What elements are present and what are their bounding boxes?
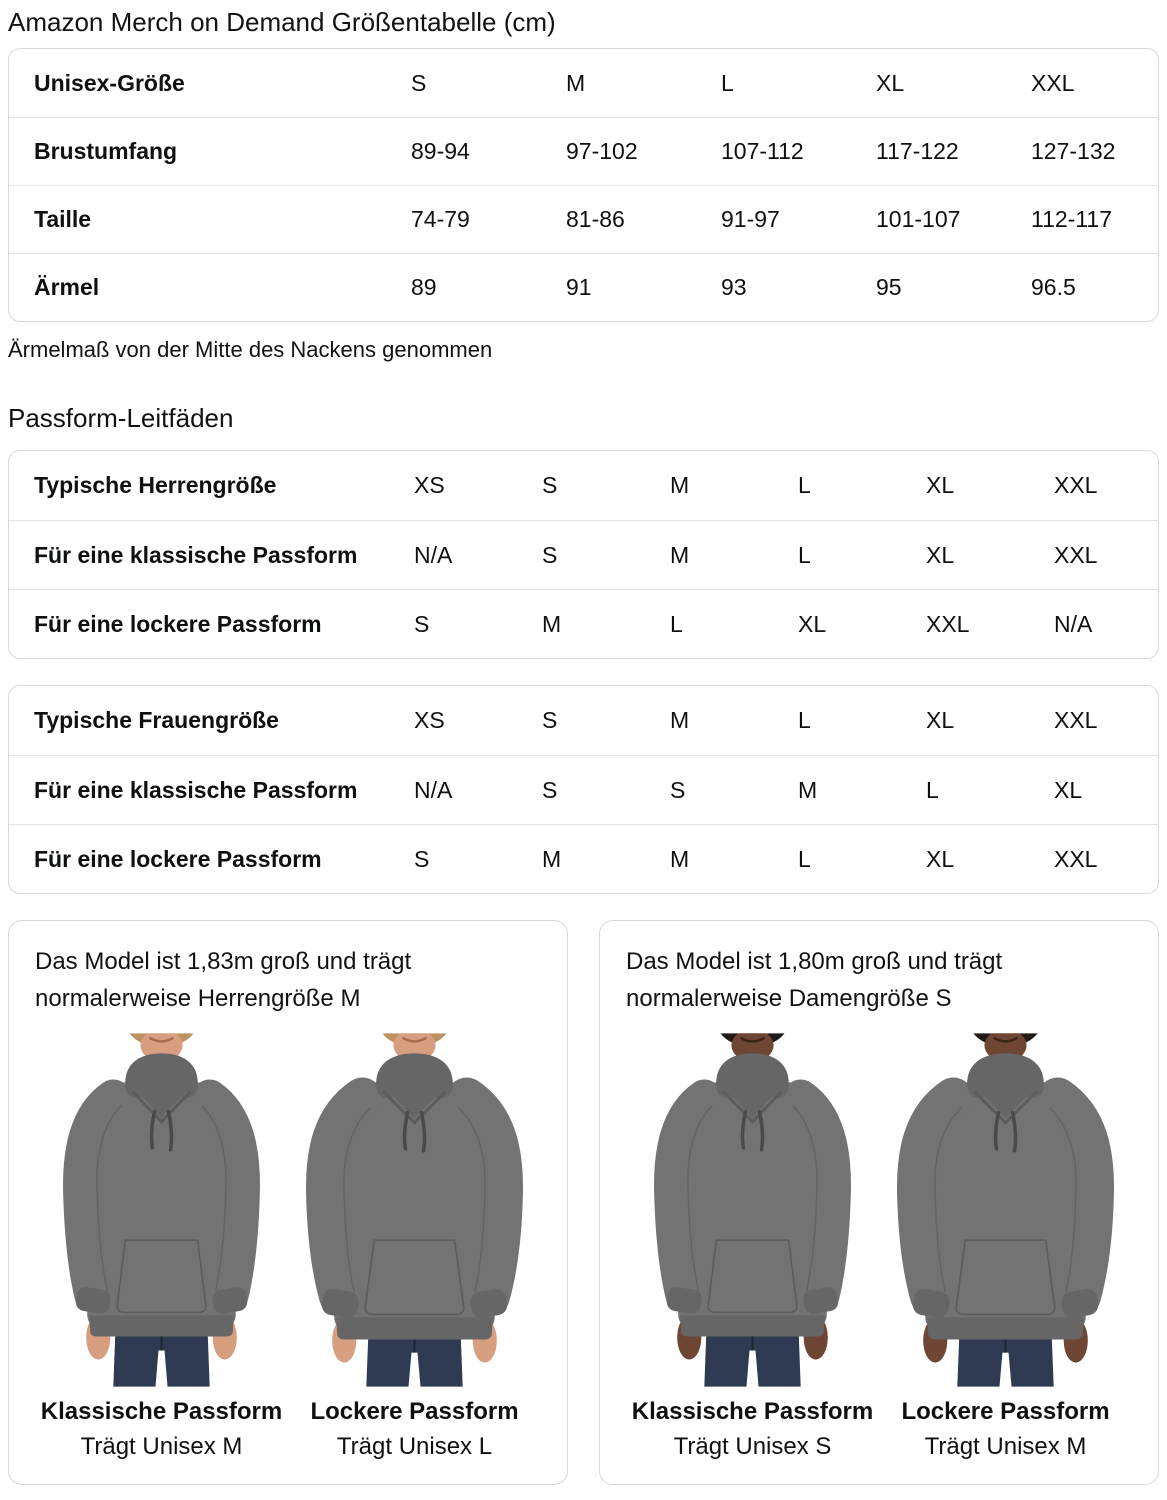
size-value: XXL (1054, 472, 1098, 498)
size-value: 89 (411, 274, 437, 300)
size-value: 112-117 (1031, 206, 1112, 232)
size-value: 93 (721, 274, 747, 300)
size-value: XXL (1054, 845, 1098, 872)
size-value: 91-97 (721, 206, 780, 232)
row-label: Brustumfang (34, 138, 178, 164)
size-value: 127-132 (1031, 138, 1116, 164)
size-value: M (798, 776, 818, 803)
worn-size-label: Trägt Unisex S (673, 1433, 832, 1460)
fit-label: Klassische Passform (40, 1398, 283, 1425)
hoodie-model-photo (35, 1029, 288, 1391)
model-figure (879, 1029, 1132, 1462)
table-row (9, 451, 1158, 520)
size-value: N/A (1054, 610, 1093, 637)
page-title: Amazon Merch on Demand Größentabelle (cm) (8, 7, 556, 37)
hoodie-model-photo (879, 1029, 1132, 1391)
size-value: S (414, 610, 430, 637)
size-value: 74-79 (411, 206, 470, 232)
size-value: XXL (1054, 541, 1098, 568)
size-value: 95 (876, 274, 902, 300)
model-figure (35, 1029, 288, 1462)
size-value: XXL (926, 610, 970, 637)
table-row (9, 253, 1158, 321)
size-value: 81-86 (566, 206, 625, 232)
size-value: 91 (566, 274, 592, 300)
size-value: L (670, 610, 683, 637)
row-label: Für eine klassische Passform (34, 776, 358, 803)
size-value: XL (926, 845, 955, 872)
size-value: XL (926, 541, 955, 568)
model-description: Das Model ist 1,80m groß und trägt normalerweise Damengröße S (626, 948, 1003, 1012)
unisex-size-table (8, 48, 1159, 322)
size-value: L (798, 541, 811, 568)
size-value: XL (876, 69, 905, 96)
size-value: L (798, 845, 811, 872)
model-figure (626, 1029, 879, 1462)
model-cards-row (8, 920, 1159, 1485)
model-card (599, 920, 1159, 1485)
size-value: M (670, 541, 690, 568)
size-value: M (670, 707, 690, 733)
model-card (8, 920, 568, 1485)
figure-caption (626, 1397, 879, 1462)
hoodie-model-photo (626, 1029, 879, 1391)
size-value: 96.5 (1031, 274, 1076, 300)
figure-row (626, 1029, 1132, 1462)
size-value: M (670, 472, 690, 498)
fit-label: Lockere Passform (901, 1398, 1110, 1425)
fit-label: Klassische Passform (631, 1398, 874, 1425)
table-row (9, 755, 1158, 824)
size-value: M (566, 69, 586, 96)
size-value: S (542, 472, 558, 498)
figure-caption (288, 1397, 541, 1462)
row-label: Für eine lockere Passform (34, 845, 322, 872)
mens-fit-table (8, 450, 1159, 659)
size-value: M (542, 610, 562, 637)
size-value: M (670, 845, 690, 872)
worn-size-label: Trägt Unisex L (336, 1433, 493, 1460)
size-value: M (542, 845, 562, 872)
size-value: S (414, 845, 430, 872)
size-value: S (542, 541, 558, 568)
figure-caption (35, 1397, 288, 1462)
model-figure (288, 1029, 541, 1462)
table-row (9, 686, 1158, 755)
table-row (9, 117, 1158, 185)
table-row (9, 185, 1158, 253)
size-value: N/A (414, 541, 453, 568)
size-value: L (926, 776, 939, 803)
row-label: Typische Frauengröße (34, 707, 279, 733)
size-value: S (542, 776, 558, 803)
womens-fit-table (8, 685, 1159, 894)
figure-caption (879, 1397, 1132, 1462)
size-value: XL (798, 610, 827, 637)
row-label: Typische Herrengröße (34, 472, 277, 498)
worn-size-label: Trägt Unisex M (80, 1433, 243, 1460)
model-description: Das Model ist 1,83m groß und trägt normalerweise Herrengröße M (35, 948, 412, 1012)
size-value: XL (926, 707, 955, 733)
size-value: XXL (1031, 69, 1075, 96)
row-label: Für eine lockere Passform (34, 610, 322, 637)
size-value: L (798, 472, 811, 498)
hoodie-model-photo (288, 1029, 541, 1391)
size-value: L (798, 707, 811, 733)
size-value: 107-112 (721, 138, 804, 164)
table-row (9, 824, 1158, 893)
figure-row (35, 1029, 541, 1462)
size-value: XXL (1054, 707, 1098, 733)
row-label: Taille (34, 206, 92, 232)
size-value: XS (414, 707, 445, 733)
row-label: Für eine klassische Passform (34, 541, 358, 568)
size-value: S (542, 707, 558, 733)
size-value: XL (1054, 776, 1083, 803)
sleeve-measure-note: Ärmelmaß von der Mitte des Nackens genommen (8, 337, 493, 362)
size-value: S (670, 776, 686, 803)
fit-label: Lockere Passform (310, 1398, 519, 1425)
table-row (9, 49, 1158, 117)
size-value: N/A (414, 776, 453, 803)
size-value: 101-107 (876, 206, 961, 232)
size-value: 89-94 (411, 138, 470, 164)
size-value: 117-122 (876, 138, 959, 164)
size-value: S (411, 69, 427, 96)
size-value: L (721, 69, 734, 96)
row-label: Unisex-Größe (34, 69, 185, 96)
row-label: Ärmel (34, 274, 100, 300)
table-row (9, 589, 1158, 658)
worn-size-label: Trägt Unisex M (924, 1433, 1087, 1460)
size-value: 97-102 (566, 138, 638, 164)
size-value: XL (926, 472, 955, 498)
table-row (9, 520, 1158, 589)
fit-guides-title: Passform-Leitfäden (8, 403, 234, 433)
size-value: XS (414, 472, 445, 498)
